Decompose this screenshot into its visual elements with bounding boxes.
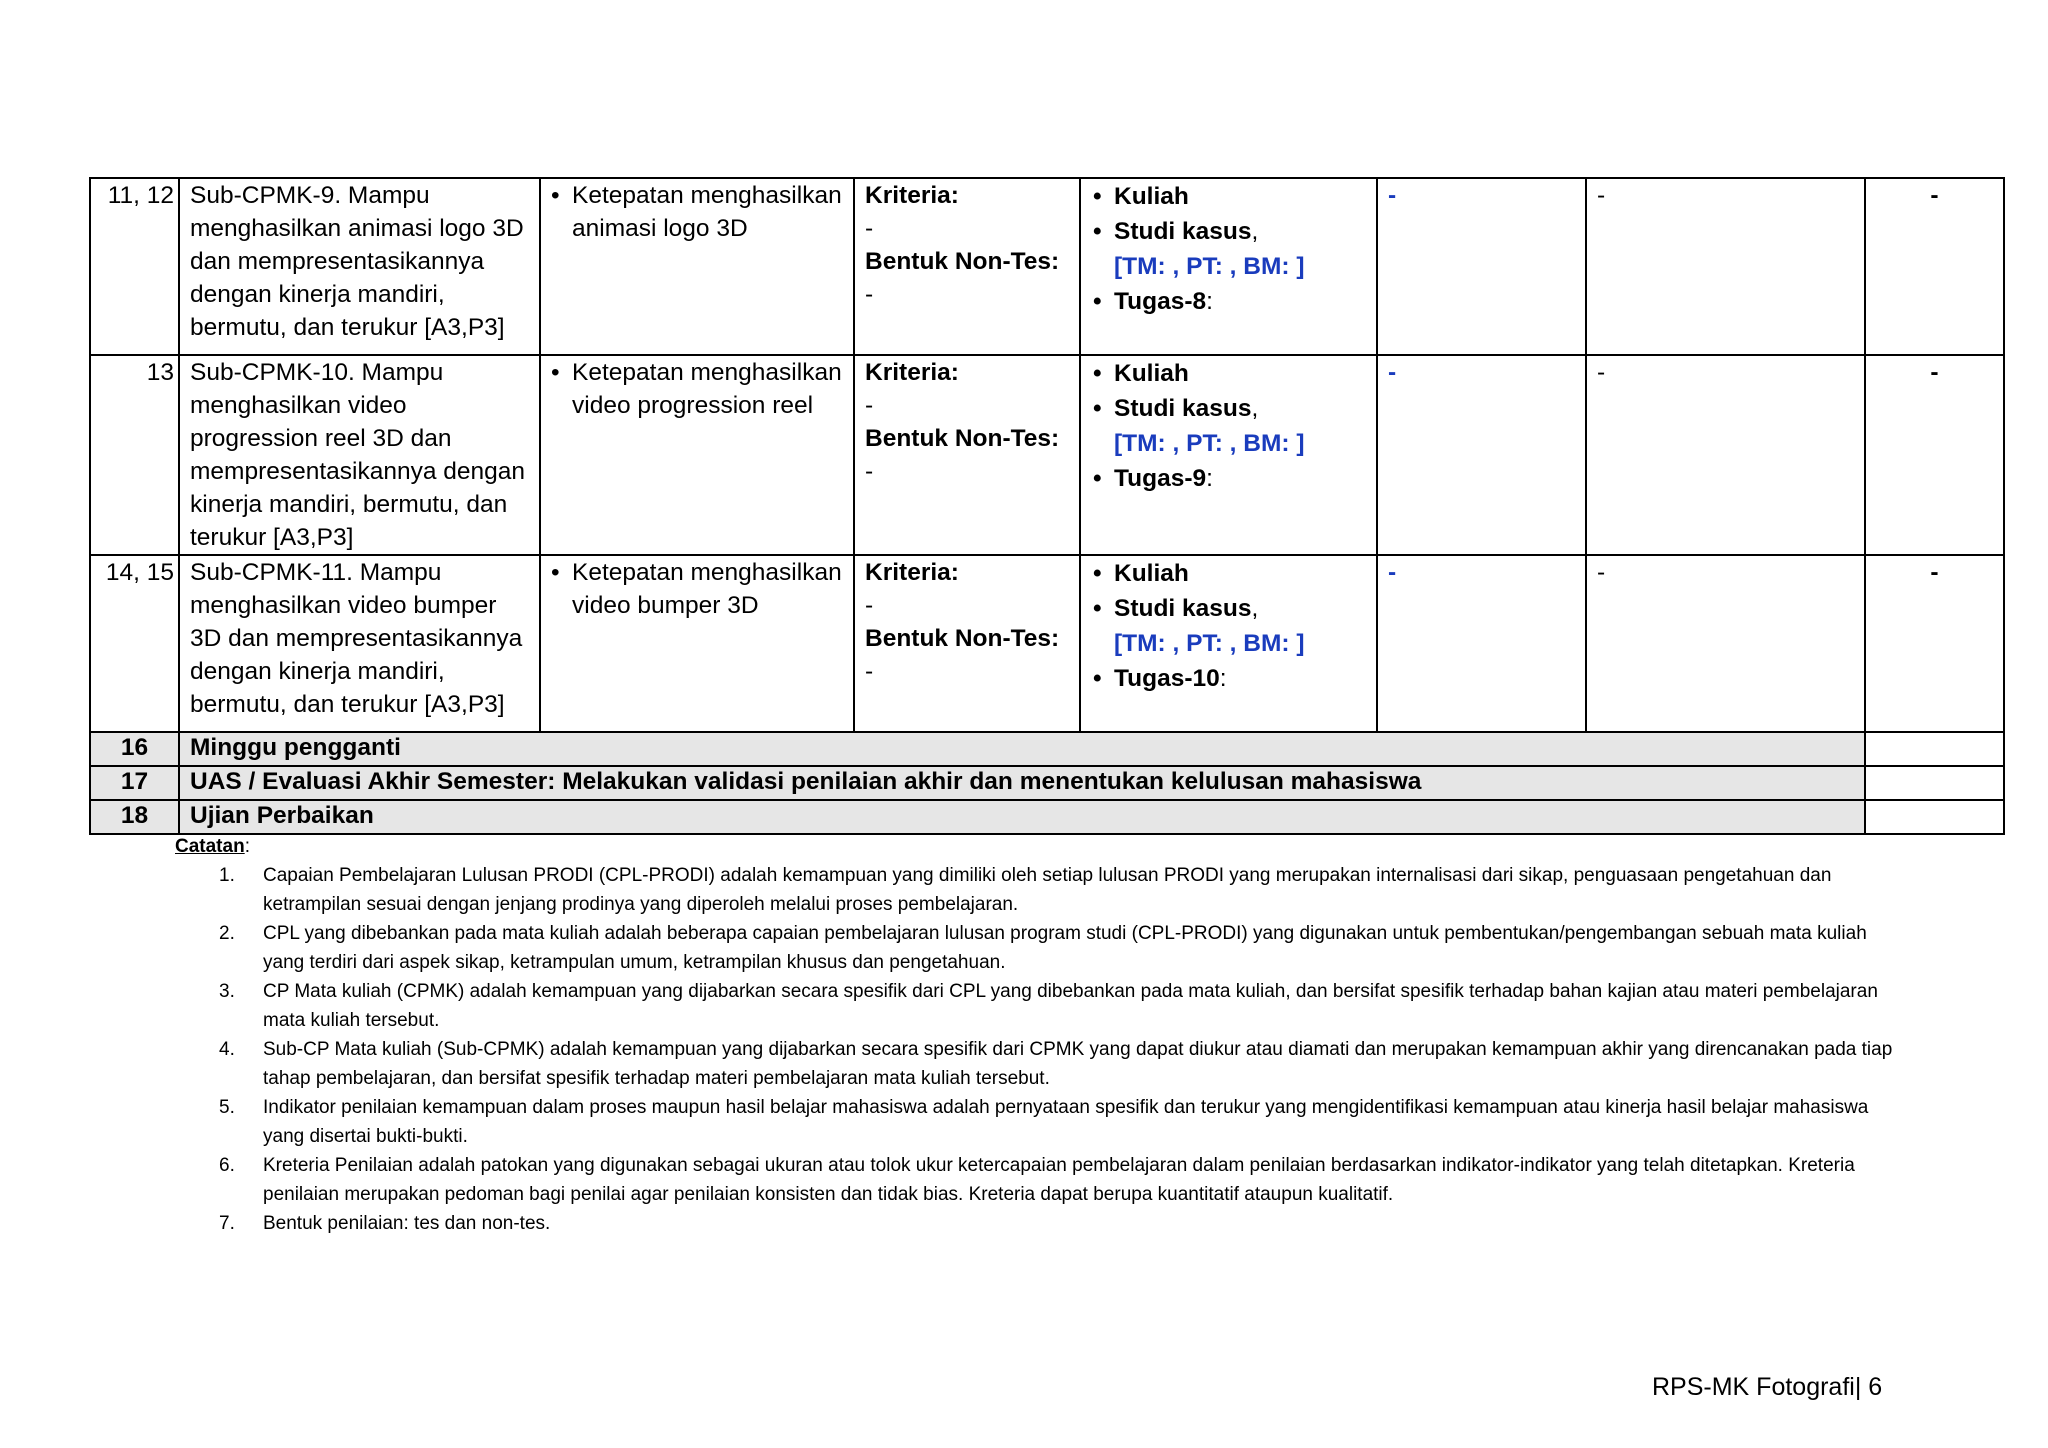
col8-value: - bbox=[1930, 182, 1939, 209]
sub-cpmk-cell: Sub-CPMK-10. Mampu menghasilkan video progression reel 3D dan mempresentasikannya dengan kinerja mandiri, bermutu, dan terukur [A3,P3] bbox=[179, 355, 540, 555]
kriteria-label: Kriteria: bbox=[865, 559, 959, 586]
col7-value: - bbox=[1597, 182, 1606, 209]
metode-cell bbox=[1080, 355, 1377, 555]
week-cell: 14, 15 bbox=[90, 555, 179, 732]
week-cell: 11, 12 bbox=[90, 178, 179, 355]
mode-studi-kasus bbox=[1093, 214, 1366, 249]
mode-kuliah: • Kuliah bbox=[1093, 356, 1366, 391]
col8-value: - bbox=[1930, 359, 1939, 386]
notes-heading bbox=[175, 832, 1895, 861]
note-item bbox=[219, 1151, 1895, 1209]
note-item bbox=[219, 861, 1895, 919]
tm-pt-bm-label: [TM: , PT: , BM: ] bbox=[1114, 630, 1305, 657]
tm-pt-bm-label: [TM: , PT: , BM: ] bbox=[1114, 430, 1305, 457]
table-row-special bbox=[90, 766, 2004, 800]
week-cell: 17 bbox=[90, 766, 179, 800]
note-text: CP Mata kuliah (CPMK) adalah kemampuan yang dijabarkan secara spesifik dari CPL yang dibebankan pada mata kuliah, dan bersifat spesifik terhadap bahan kajian atau materi pembelajaran mata kuliah tersebut. bbox=[263, 981, 1878, 1031]
note-item bbox=[219, 1209, 1895, 1238]
col6-value: - bbox=[1388, 182, 1397, 209]
col7-cell bbox=[1586, 355, 1865, 555]
tugas-label: Tugas-8 bbox=[1114, 288, 1207, 315]
tugas-item bbox=[1093, 661, 1366, 696]
mode-studi-kasus-label: Studi kasus bbox=[1114, 595, 1252, 622]
empty-cell bbox=[1865, 766, 2004, 800]
tugas-item bbox=[1093, 461, 1366, 496]
metode-cell bbox=[1080, 178, 1377, 355]
bentuk-value: - bbox=[865, 658, 874, 685]
sub-cpmk-cell: Sub-CPMK-9. Mampu menghasilkan animasi logo 3D dan mempresentasikannya dengan kinerja mandiri, bermutu, dan terukur [A3,P3] bbox=[179, 178, 540, 355]
tugas-suffix: : bbox=[1206, 288, 1213, 315]
kriteria-value: - bbox=[865, 392, 874, 419]
special-row-text: UAS / Evaluasi Akhir Semester: Melakukan validasi penilaian akhir dan menentukan kelulusan mahasiswa bbox=[179, 766, 1865, 800]
tugas-suffix: : bbox=[1219, 665, 1227, 692]
week-cell: 13 bbox=[90, 355, 179, 555]
mode-studi-kasus-label: Studi kasus bbox=[1114, 218, 1252, 245]
notes-title-text: Catatan bbox=[175, 836, 245, 857]
bentuk-label: Bentuk Non-Tes: bbox=[865, 625, 1060, 652]
table-row-special bbox=[90, 732, 2004, 766]
sub-cpmk-cell: Sub-CPMK-11. Mampu menghasilkan video bumper 3D dan mempresentasikannya dengan kinerja mandiri, bermutu, dan terukur [A3,P3] bbox=[179, 555, 540, 732]
bentuk-label: Bentuk Non-Tes: bbox=[865, 248, 1060, 275]
note-number: 6. bbox=[219, 1155, 235, 1176]
kriteria-label: Kriteria: bbox=[865, 359, 959, 386]
kriteria-value: - bbox=[865, 215, 874, 242]
table-row bbox=[90, 555, 2004, 732]
tugas-suffix: : bbox=[1206, 465, 1213, 492]
empty-cell bbox=[1865, 800, 2004, 834]
kriteria-cell bbox=[854, 178, 1080, 355]
bentuk-value: - bbox=[865, 458, 874, 485]
note-text: CPL yang dibebankan pada mata kuliah adalah beberapa capaian pembelajaran lulusan program studi (CPL-PRODI) yang digunakan untuk pembentukan/pengembangan sebuah mata kuliah yang terdiri dari aspek sikap, ketrampulan umum, ketrampilan khusus dan pengetahuan. bbox=[263, 923, 1867, 973]
note-text: Indikator penilaian kemampuan dalam proses maupun hasil belajar mahasiswa adalah pernyataan spesifik dan terukur yang mengidentifikasi kemampuan atau kinerja hasil belajar mahasiswa yang disertai bukti-bukti. bbox=[263, 1097, 1869, 1147]
metode-cell bbox=[1080, 555, 1377, 732]
note-item bbox=[219, 1093, 1895, 1151]
col6-value: - bbox=[1388, 559, 1397, 586]
table-row bbox=[90, 355, 2004, 555]
col6-cell bbox=[1377, 178, 1586, 355]
special-row-text: Ujian Perbaikan bbox=[179, 800, 1865, 834]
col8-cell bbox=[1865, 555, 2004, 732]
mode-studi-kasus-label: Studi kasus bbox=[1114, 395, 1252, 422]
notes-section bbox=[175, 832, 1895, 1238]
mode-studi-kasus-suffix: , bbox=[1251, 218, 1259, 245]
note-number: 3. bbox=[219, 981, 235, 1002]
note-text: Sub-CP Mata kuliah (Sub-CPMK) adalah kemampuan yang dijabarkan secara spesifik dari CPMK yang dapat diukur atau diamati dan merupakan kemampuan akhir yang direncanakan pada tiap tahap pembelajaran, dan bersifat spesifik terhadap materi pembelajaran mata kuliah tersebut. bbox=[263, 1039, 1893, 1089]
indikator-cell bbox=[540, 178, 854, 355]
kriteria-cell bbox=[854, 355, 1080, 555]
kriteria-label: Kriteria: bbox=[865, 182, 959, 209]
note-text: Bentuk penilaian: tes dan non-tes. bbox=[263, 1213, 551, 1234]
bentuk-value: - bbox=[865, 281, 874, 308]
col6-value: - bbox=[1388, 359, 1397, 386]
col7-cell bbox=[1586, 178, 1865, 355]
notes-list bbox=[175, 861, 1895, 1238]
tugas-label: Tugas-9 bbox=[1114, 465, 1207, 492]
mode-kuliah: • Kuliah bbox=[1093, 556, 1366, 591]
mode-studi-kasus bbox=[1093, 391, 1366, 426]
week-cell: 18 bbox=[90, 800, 179, 834]
col6-cell bbox=[1377, 555, 1586, 732]
indikator-item: • Ketepatan menghasilkan video progression reel bbox=[551, 356, 843, 422]
note-item bbox=[219, 919, 1895, 977]
note-item bbox=[219, 977, 1895, 1035]
note-item bbox=[219, 1035, 1895, 1093]
note-number: 4. bbox=[219, 1039, 235, 1060]
col7-value: - bbox=[1597, 359, 1606, 386]
mode-kuliah: • Kuliah bbox=[1093, 179, 1366, 214]
tugas-item bbox=[1093, 284, 1366, 319]
indikator-cell bbox=[540, 555, 854, 732]
tugas-label: Tugas-10 bbox=[1114, 665, 1220, 692]
col8-value: - bbox=[1930, 559, 1939, 586]
col8-cell bbox=[1865, 178, 2004, 355]
special-row-text: Minggu pengganti bbox=[179, 732, 1865, 766]
note-number: 2. bbox=[219, 923, 235, 944]
indikator-item: • Ketepatan menghasilkan animasi logo 3D bbox=[551, 179, 843, 245]
week-cell: 16 bbox=[90, 732, 179, 766]
note-number: 7. bbox=[219, 1213, 235, 1234]
col7-cell bbox=[1586, 555, 1865, 732]
indikator-cell bbox=[540, 355, 854, 555]
note-text: Kreteria Penilaian adalah patokan yang digunakan sebagai ukuran atau tolok ukur ketercapaian pembelajaran dalam penilaian berdasarkan indikator-indikator yang telah ditetapkan. Kreteria penilaian merupakan pedoman bagi penilai agar penilaian konsisten dan tidak bias. Kreteria dapat berupa kuantitatif ataupun kualitatif. bbox=[263, 1155, 1855, 1205]
table-row-special bbox=[90, 800, 2004, 834]
col6-cell bbox=[1377, 355, 1586, 555]
col7-value: - bbox=[1597, 559, 1606, 586]
note-number: 1. bbox=[219, 865, 235, 886]
table-row bbox=[90, 178, 2004, 355]
kriteria-value: - bbox=[865, 592, 874, 619]
note-number: 5. bbox=[219, 1097, 235, 1118]
notes-title bbox=[175, 836, 245, 857]
bentuk-label: Bentuk Non-Tes: bbox=[865, 425, 1060, 452]
mode-studi-kasus bbox=[1093, 591, 1366, 626]
kriteria-cell bbox=[854, 555, 1080, 732]
indikator-item: • Ketepatan menghasilkan video bumper 3D bbox=[551, 556, 843, 622]
page-footer: RPS-MK Fotografi| 6 bbox=[1652, 1373, 1883, 1401]
mode-studi-kasus-suffix: , bbox=[1251, 595, 1259, 622]
note-text: Capaian Pembelajaran Lulusan PRODI (CPL-PRODI) adalah kemampuan yang dimiliki oleh setiap lulusan PRODI yang merupakan internalisasi dari sikap, penguasaan pengetahuan dan ketrampilan sesuai dengan jenjang prodinya yang diperoleh melalui proses pembelajaran. bbox=[263, 865, 1832, 915]
col8-cell bbox=[1865, 355, 2004, 555]
notes-title-suffix: : bbox=[244, 836, 250, 857]
empty-cell bbox=[1865, 732, 2004, 766]
mode-studi-kasus-suffix: , bbox=[1251, 395, 1259, 422]
rps-weekly-table bbox=[89, 177, 2005, 835]
tm-pt-bm-label: [TM: , PT: , BM: ] bbox=[1114, 253, 1305, 280]
